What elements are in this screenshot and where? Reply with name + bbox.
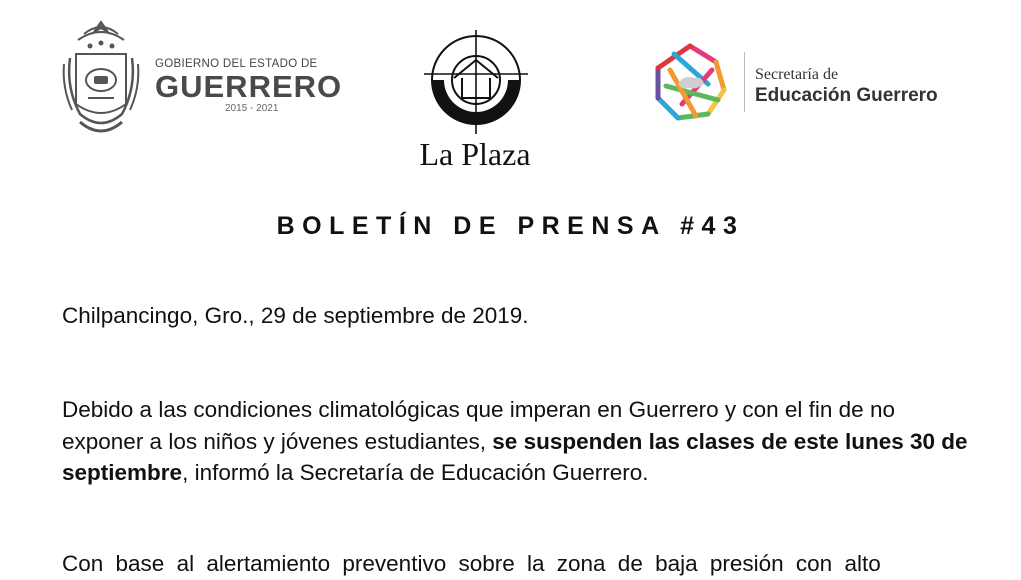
paragraph-1-text-before: Debido a las condiciones climatológicas que imperan en Guerrero y con el fin de no exponer a los niños y jóvenes estudiantes, xyxy=(62,397,895,454)
government-name-block xyxy=(155,58,343,114)
ministry-name-line1: Secretaría de xyxy=(755,66,839,83)
guerrero-coat-of-arms-logo xyxy=(60,18,142,142)
paragraph-1-text-after: , informó la Secretaría de Educación Guerrero. xyxy=(182,460,649,485)
paragraph-1 xyxy=(62,394,982,489)
seg-star-logo xyxy=(648,40,732,124)
la-plaza-logo xyxy=(420,26,532,138)
government-years: 2015 - 2021 xyxy=(225,103,279,114)
dateline: Chilpancingo, Gro., 29 de septiembre de 2019. xyxy=(62,303,529,328)
ministry-name-line2: Educación Guerrero xyxy=(755,85,938,106)
government-name: GUERRERO xyxy=(155,69,343,104)
paragraph-2: Con base al alertamiento preventivo sobre la zona de baja presión con alto xyxy=(62,551,881,576)
paragraph-1-bold-text: se suspenden las clases de este lunes 30 de septiembre xyxy=(62,428,968,485)
newspaper-name: La Plaza xyxy=(419,136,531,172)
ministry-name-block xyxy=(755,66,938,107)
bulletin-title: BOLETÍN DE PRENSA #43 xyxy=(276,212,745,240)
ministry-divider xyxy=(744,52,745,112)
government-subtitle: GOBIERNO DEL ESTADO DE xyxy=(155,58,318,70)
